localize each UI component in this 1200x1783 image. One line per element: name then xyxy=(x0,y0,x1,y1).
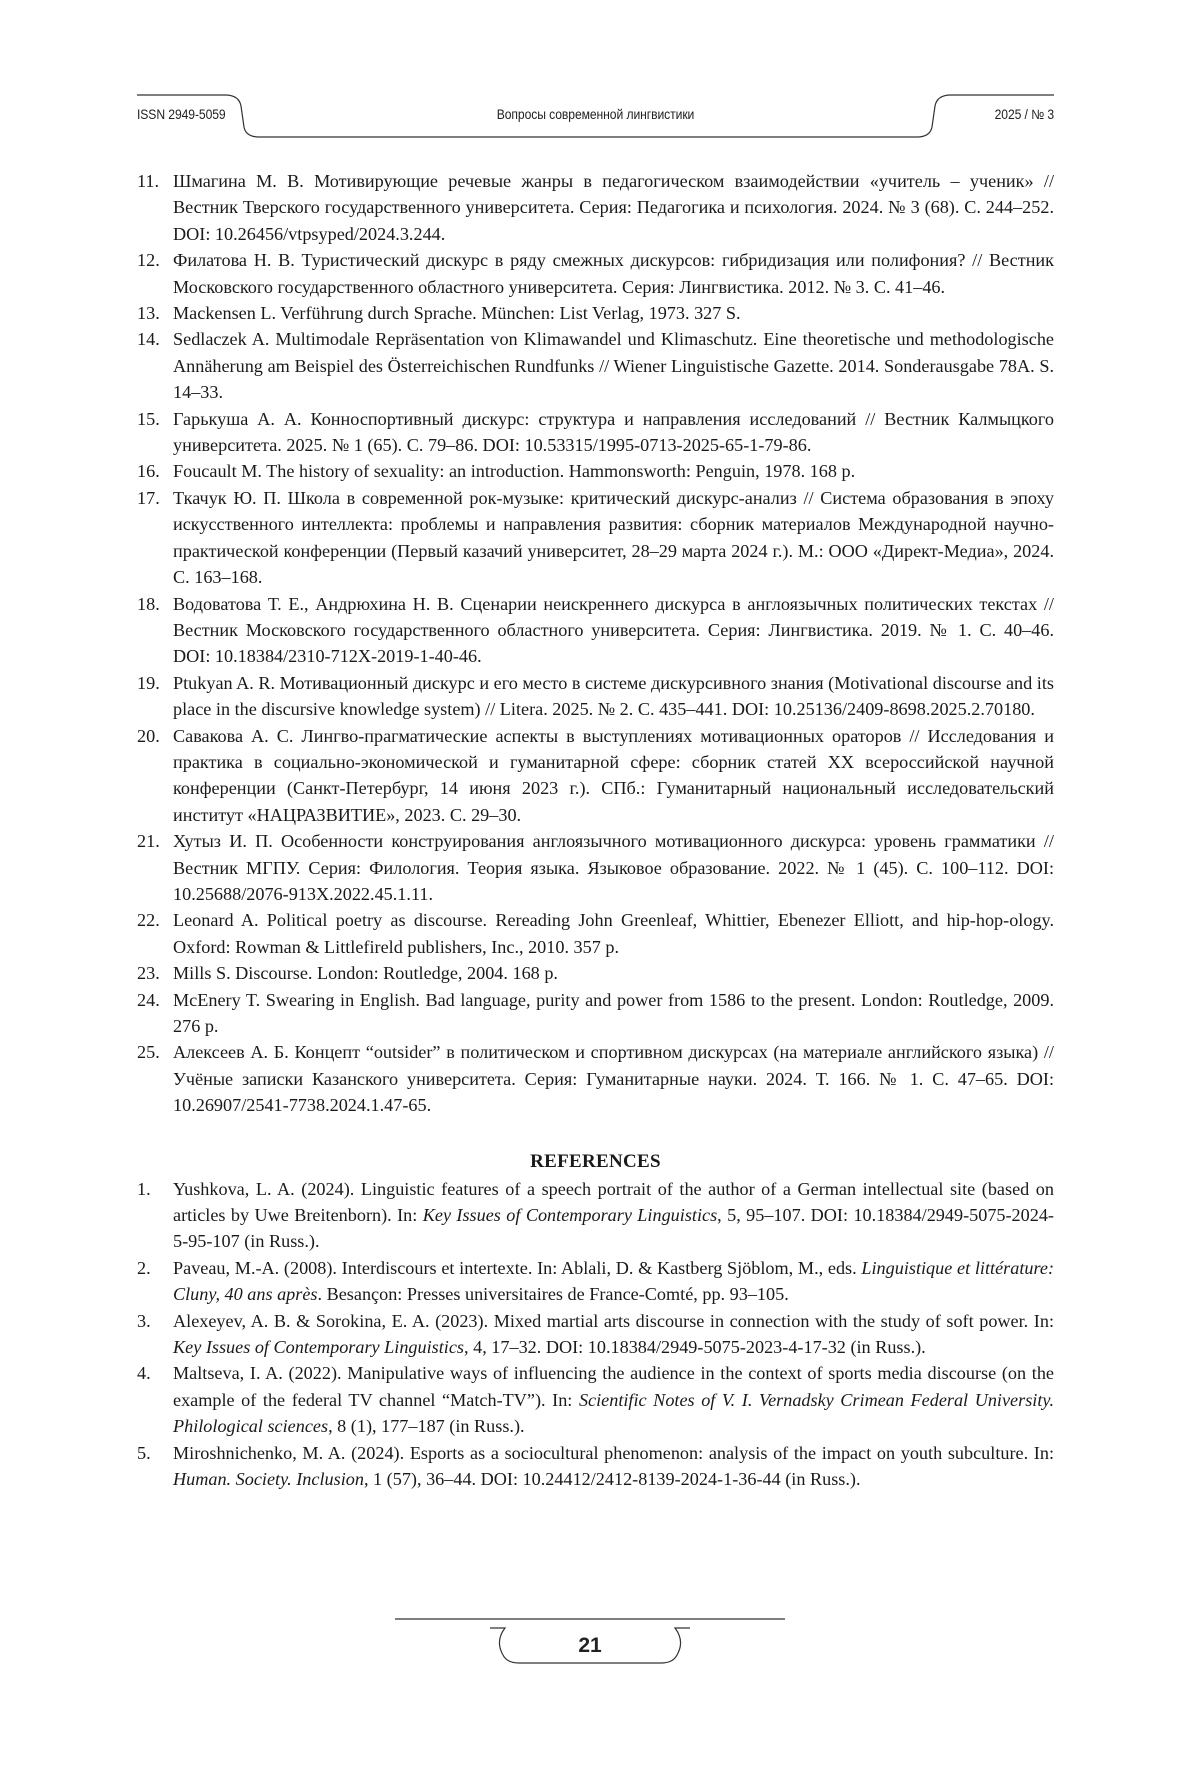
item-number: 21. xyxy=(137,828,160,854)
item-text: Ptukyan A. R. Мотивационный дискурс и его место в системе дискурсивного знания (Motivational discourse and its place in the discursive knowledge system) // Litera. 2025. № 2. С. 435–441. DOI: 10.25136/2409-8698.2025.2.70180. xyxy=(173,670,1054,723)
list-item xyxy=(137,828,1054,907)
item-text: Mills S. Discourse. London: Routledge, 2004. 168 p. xyxy=(173,960,1054,986)
item-text: Sedlaczek A. Multimodale Repräsentation von Klimawandel und Klimaschutz. Eine theoretische und methodologische Annäherung am Beispiel des Österreichischen Rundfunks // Wiener Linguistische Gazette. 2014. Sonderausgabe 78A. S. 14–33. xyxy=(173,326,1054,405)
item-text: Mackensen L. Verführung durch Sprache. München: List Verlag, 1973. 327 S. xyxy=(173,300,1054,326)
item-number: 5. xyxy=(137,1440,151,1466)
list-item xyxy=(137,987,1054,1040)
item-text: Хутыз И. П. Особенности конструирования англоязычного мотивационного дискурса: уровень грамматики // Вестник МГПУ. Серия: Филология. Теория языка. Языковое образование. 2022. № 1 (45). С. 100–112. DOI: 10.25688/2076-913X.2022.45.1.11. xyxy=(173,828,1054,907)
list-item xyxy=(137,1440,1054,1493)
list-item xyxy=(137,670,1054,723)
list-item xyxy=(137,485,1054,591)
references-list xyxy=(137,1176,1054,1493)
item-number: 20. xyxy=(137,723,160,749)
item-number: 13. xyxy=(137,300,160,326)
item-number: 18. xyxy=(137,591,160,617)
item-text: Foucault M. The history of sexuality: an introduction. Hammonsworth: Penguin, 1978. 168 p. xyxy=(173,458,1054,484)
page-content xyxy=(137,168,1054,1493)
item-number: 23. xyxy=(137,960,160,986)
item-text: Водоватова Т. Е., Андрюхина Н. В. Сценарии неискреннего дискурса в англоязычных политических текстах // Вестник Московского государственного областного университета. Серия: Лингвистика. 2019. № 1. С. 40–46. DOI: 10.18384/2310-712X-2019-1-40-46. xyxy=(173,591,1054,670)
list-item xyxy=(137,1039,1054,1118)
item-text: Гарькуша А. А. Конноспортивный дискурс: структура и направления исследований // Вестник Калмыцкого университета. 2025. № 1 (65). С. 79–86. DOI: 10.53315/1995-0713-2025-65-1-79-86. xyxy=(173,406,1054,459)
item-number: 15. xyxy=(137,406,160,432)
list-item xyxy=(137,960,1054,986)
list-item xyxy=(137,723,1054,829)
list-item xyxy=(137,406,1054,459)
list-item xyxy=(137,1255,1054,1308)
references-heading: REFERENCES xyxy=(137,1148,1054,1176)
item-number: 22. xyxy=(137,907,160,933)
issue-number: 2025 / № 3 xyxy=(995,107,1054,122)
item-text: Алексеев А. Б. Концепт “outsider” в политическом и спортивном дискурсах (на материале английского языка) // Учёные записки Казанского университета. Серия: Гуманитарные науки. 2024. Т. 166. № 1. С. 47–65. DOI: 10.26907/2541-7738.2024.1.47-65. xyxy=(173,1039,1054,1118)
item-number: 14. xyxy=(137,326,160,352)
item-number: 11. xyxy=(137,168,159,194)
item-text: Савакова А. С. Лингво-прагматические аспекты в выступлениях мотивационных ораторов // Исследования и практика в социально-экономической и гуманитарной сфере: сборник статей XX всероссийской научной конференции (Санкт-Петербург, 14 июня 2023 г.). СПб.: Гуманитарный национальный исследовательский институт «НАЦРАЗВИТИЕ», 2023. С. 29–30. xyxy=(173,723,1054,829)
item-text: Miroshnichenko, M. A. (2024). Esports as a sociocultural phenomenon: analysis of the impact on youth subculture. In: Human. Society. Inclusion, 1 (57), 36–44. DOI: 10.24412/2412-8139-2024-1-36-44 (in Russ.). xyxy=(173,1440,1054,1493)
item-text: Ткачук Ю. П. Школа в современной рок-музыке: критический дискурс-анализ // Система образования в эпоху искусственного интеллекта: проблемы и направления развития: сборник материалов Международной научно-практической конференции (Первый казачий университет, 28–29 марта 2024 г.). М.: ООО «Директ-Медиа», 2024. С. 163–168. xyxy=(173,485,1054,591)
item-number: 1. xyxy=(137,1176,151,1202)
item-number: 2. xyxy=(137,1255,151,1281)
item-number: 24. xyxy=(137,987,160,1013)
page-number: 21 xyxy=(395,1634,785,1658)
journal-title: Вопросы современной лингвистики xyxy=(183,107,1008,122)
item-number: 4. xyxy=(137,1360,151,1386)
item-number: 12. xyxy=(137,247,160,273)
list-item xyxy=(137,326,1054,405)
list-item xyxy=(137,168,1054,247)
list-item xyxy=(137,907,1054,960)
item-text: McEnery T. Swearing in English. Bad language, purity and power from 1586 to the present. London: Routledge, 2009. 276 p. xyxy=(173,987,1054,1040)
item-text: Шмагина М. В. Мотивирующие речевые жанры в педагогическом взаимодействии «учитель – ученик» // Вестник Тверского государственного университета. Серия: Педагогика и психология. 2024. № 3 (68). С. 244–252. DOI: 10.26456/vtpsyped/2024.3.244. xyxy=(173,168,1054,247)
list-item xyxy=(137,1360,1054,1439)
item-number: 19. xyxy=(137,670,160,696)
page-footer xyxy=(395,1617,785,1673)
item-number: 17. xyxy=(137,485,160,511)
item-text: Leonard A. Political poetry as discourse. Rereading John Greenleaf, Whittier, Ebenezer Elliott, and hip-hop-ology. Oxford: Rowman & Littlefireld publishers, Inc., 2010. 357 p. xyxy=(173,907,1054,960)
item-text: Филатова Н. В. Туристический дискурс в ряду смежных дискурсов: гибридизация или полифония? // Вестник Московского государственного областного университета. Серия: Лингвистика. 2012. № 3. С. 41–46. xyxy=(173,247,1054,300)
list-item xyxy=(137,247,1054,300)
list-item xyxy=(137,1308,1054,1361)
issn: ISSN 2949-5059 xyxy=(137,107,226,122)
item-text: Alexeyev, A. B. & Sorokina, E. A. (2023). Mixed martial arts discourse in connection with the study of soft power. In: Key Issues of Contemporary Linguistics, 4, 17–32. DOI: 10.18384/2949-5075-2023-4-17-32 (in Russ.). xyxy=(173,1308,1054,1361)
item-text: Maltseva, I. A. (2022). Manipulative ways of influencing the audience in the context of sports media discourse (on the example of the federal TV channel “Match-TV”). In: Scientific Notes of V. I. Vernadsky Crimean Federal University. Philological sciences, 8 (1), 177–187 (in Russ.). xyxy=(173,1360,1054,1439)
list-item xyxy=(137,1176,1054,1255)
item-text: Yushkova, L. A. (2024). Linguistic features of a speech portrait of the author of a German intellectual site (based on articles by Uwe Breitenborn). In: Key Issues of Contemporary Linguistics, 5, 95–107. DOI: 10.18384/2949-5075-2024-5-95-107 (in Russ.). xyxy=(173,1176,1054,1255)
running-header xyxy=(137,92,1054,138)
bibliography-list xyxy=(137,168,1054,1119)
item-number: 3. xyxy=(137,1308,151,1334)
list-item xyxy=(137,458,1054,484)
list-item xyxy=(137,591,1054,670)
list-item xyxy=(137,300,1054,326)
item-number: 25. xyxy=(137,1039,160,1065)
item-number: 16. xyxy=(137,458,160,484)
item-text: Paveau, M.-A. (2008). Interdiscours et intertexte. In: Ablali, D. & Kastberg Sjöblom, M., eds. Linguistique et littérature: Cluny, 40 ans après. Besançon: Presses universitaires de France-Comté, pp. 93–105. xyxy=(173,1255,1054,1308)
